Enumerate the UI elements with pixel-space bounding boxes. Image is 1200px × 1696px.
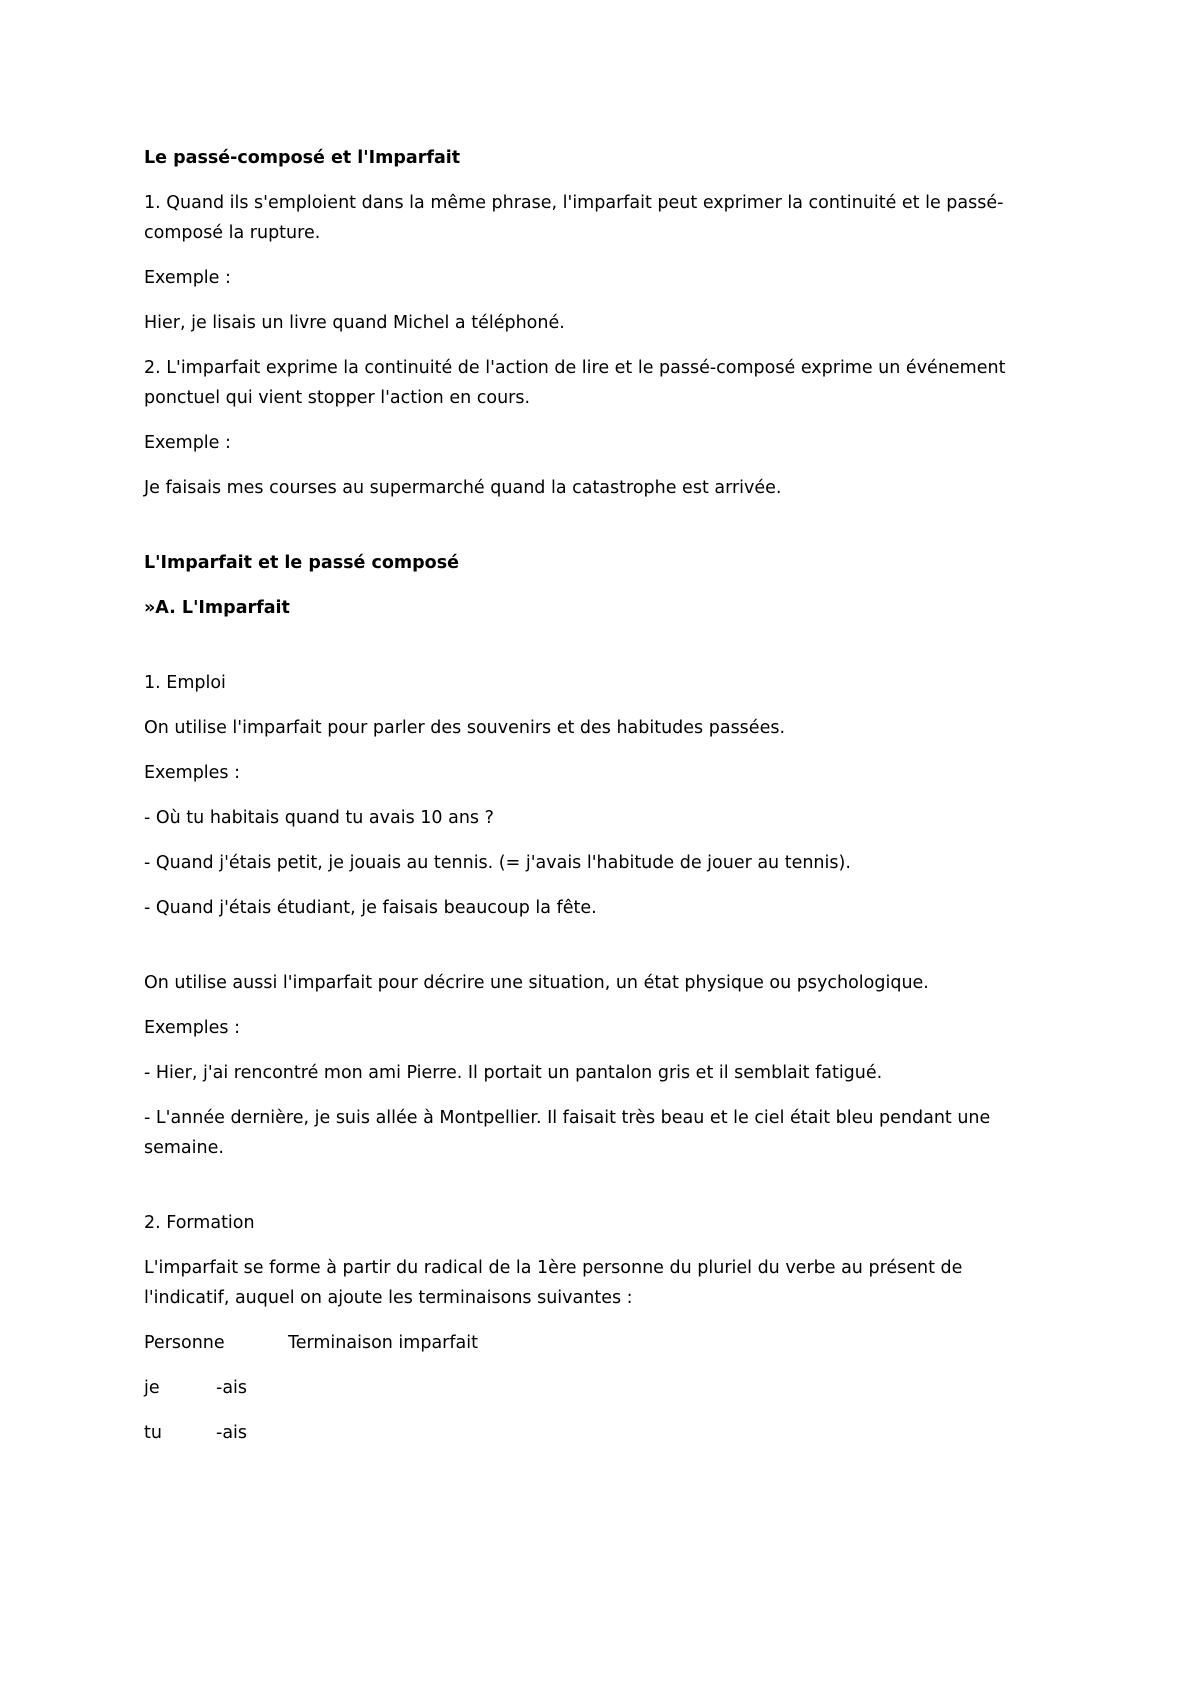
table-row [144,1418,1044,1448]
examples-label: Exemples : [144,1018,241,1038]
point-1: 1. Quand ils s'emploient dans la même phrase, l'imparfait peut exprimer la continuité et le passé-composé la rupture. [144,193,1004,243]
section2-title: L'Imparfait et le passé composé [144,553,459,573]
document-page [144,143,1044,1463]
example-item: - Quand j'étais étudiant, je faisais beaucoup la fête. [144,898,597,918]
example-sentence: Je faisais mes courses au supermarché quand la catastrophe est arrivée. [144,478,782,498]
table-cell-personne: tu [144,1423,162,1443]
example-item: - Où tu habitais quand tu avais 10 ans ? [144,808,494,828]
example-label: Exemple : [144,433,231,453]
formation-text: L'imparfait se forme à partir du radical de la 1ère personne du pluriel du verbe au présent de l'indicatif, auquel on ajoute les terminaisons suivantes : [144,1258,963,1308]
section1-title: Le passé-composé et l'Imparfait [144,148,461,168]
table-header-row [144,1328,1044,1358]
example-sentence: Hier, je lisais un livre quand Michel a téléphoné. [144,313,565,333]
table-cell-terminaison: -ais [216,1423,248,1443]
examples-label: Exemples : [144,763,241,783]
table-cell-personne: je [144,1378,160,1398]
spacer [144,518,1044,548]
example-item: - Quand j'étais petit, je jouais au tennis. (= j'avais l'habitude de jouer au tennis). [144,853,851,873]
point-2: 2. L'imparfait exprime la continuité de l'action de lire et le passé-composé exprime un événement ponctuel qui vient stopper l'action en cours. [144,358,1006,408]
table-row [144,1373,1044,1403]
table-header-terminaison: Terminaison imparfait [288,1333,478,1353]
spacer [144,638,1044,668]
spacer [144,1178,1044,1208]
formation-heading: 2. Formation [144,1213,255,1233]
example-item: - Hier, j'ai rencontré mon ami Pierre. Il portait un pantalon gris et il semblait fatigué. [144,1063,883,1083]
example-item: - L'année dernière, je suis allée à Montpellier. Il faisait très beau et le ciel était bleu pendant une semaine. [144,1108,991,1158]
table-header-personne: Personne [144,1333,225,1353]
table-cell-terminaison: -ais [216,1378,248,1398]
spacer [144,938,1044,968]
section2-subtitle: »A. L'Imparfait [144,598,290,618]
example-label: Exemple : [144,268,231,288]
emploi-intro: On utilise l'imparfait pour parler des souvenirs et des habitudes passées. [144,718,786,738]
emploi-intro-2: On utilise aussi l'imparfait pour décrire une situation, un état physique ou psychologique. [144,973,929,993]
emploi-heading: 1. Emploi [144,673,226,693]
